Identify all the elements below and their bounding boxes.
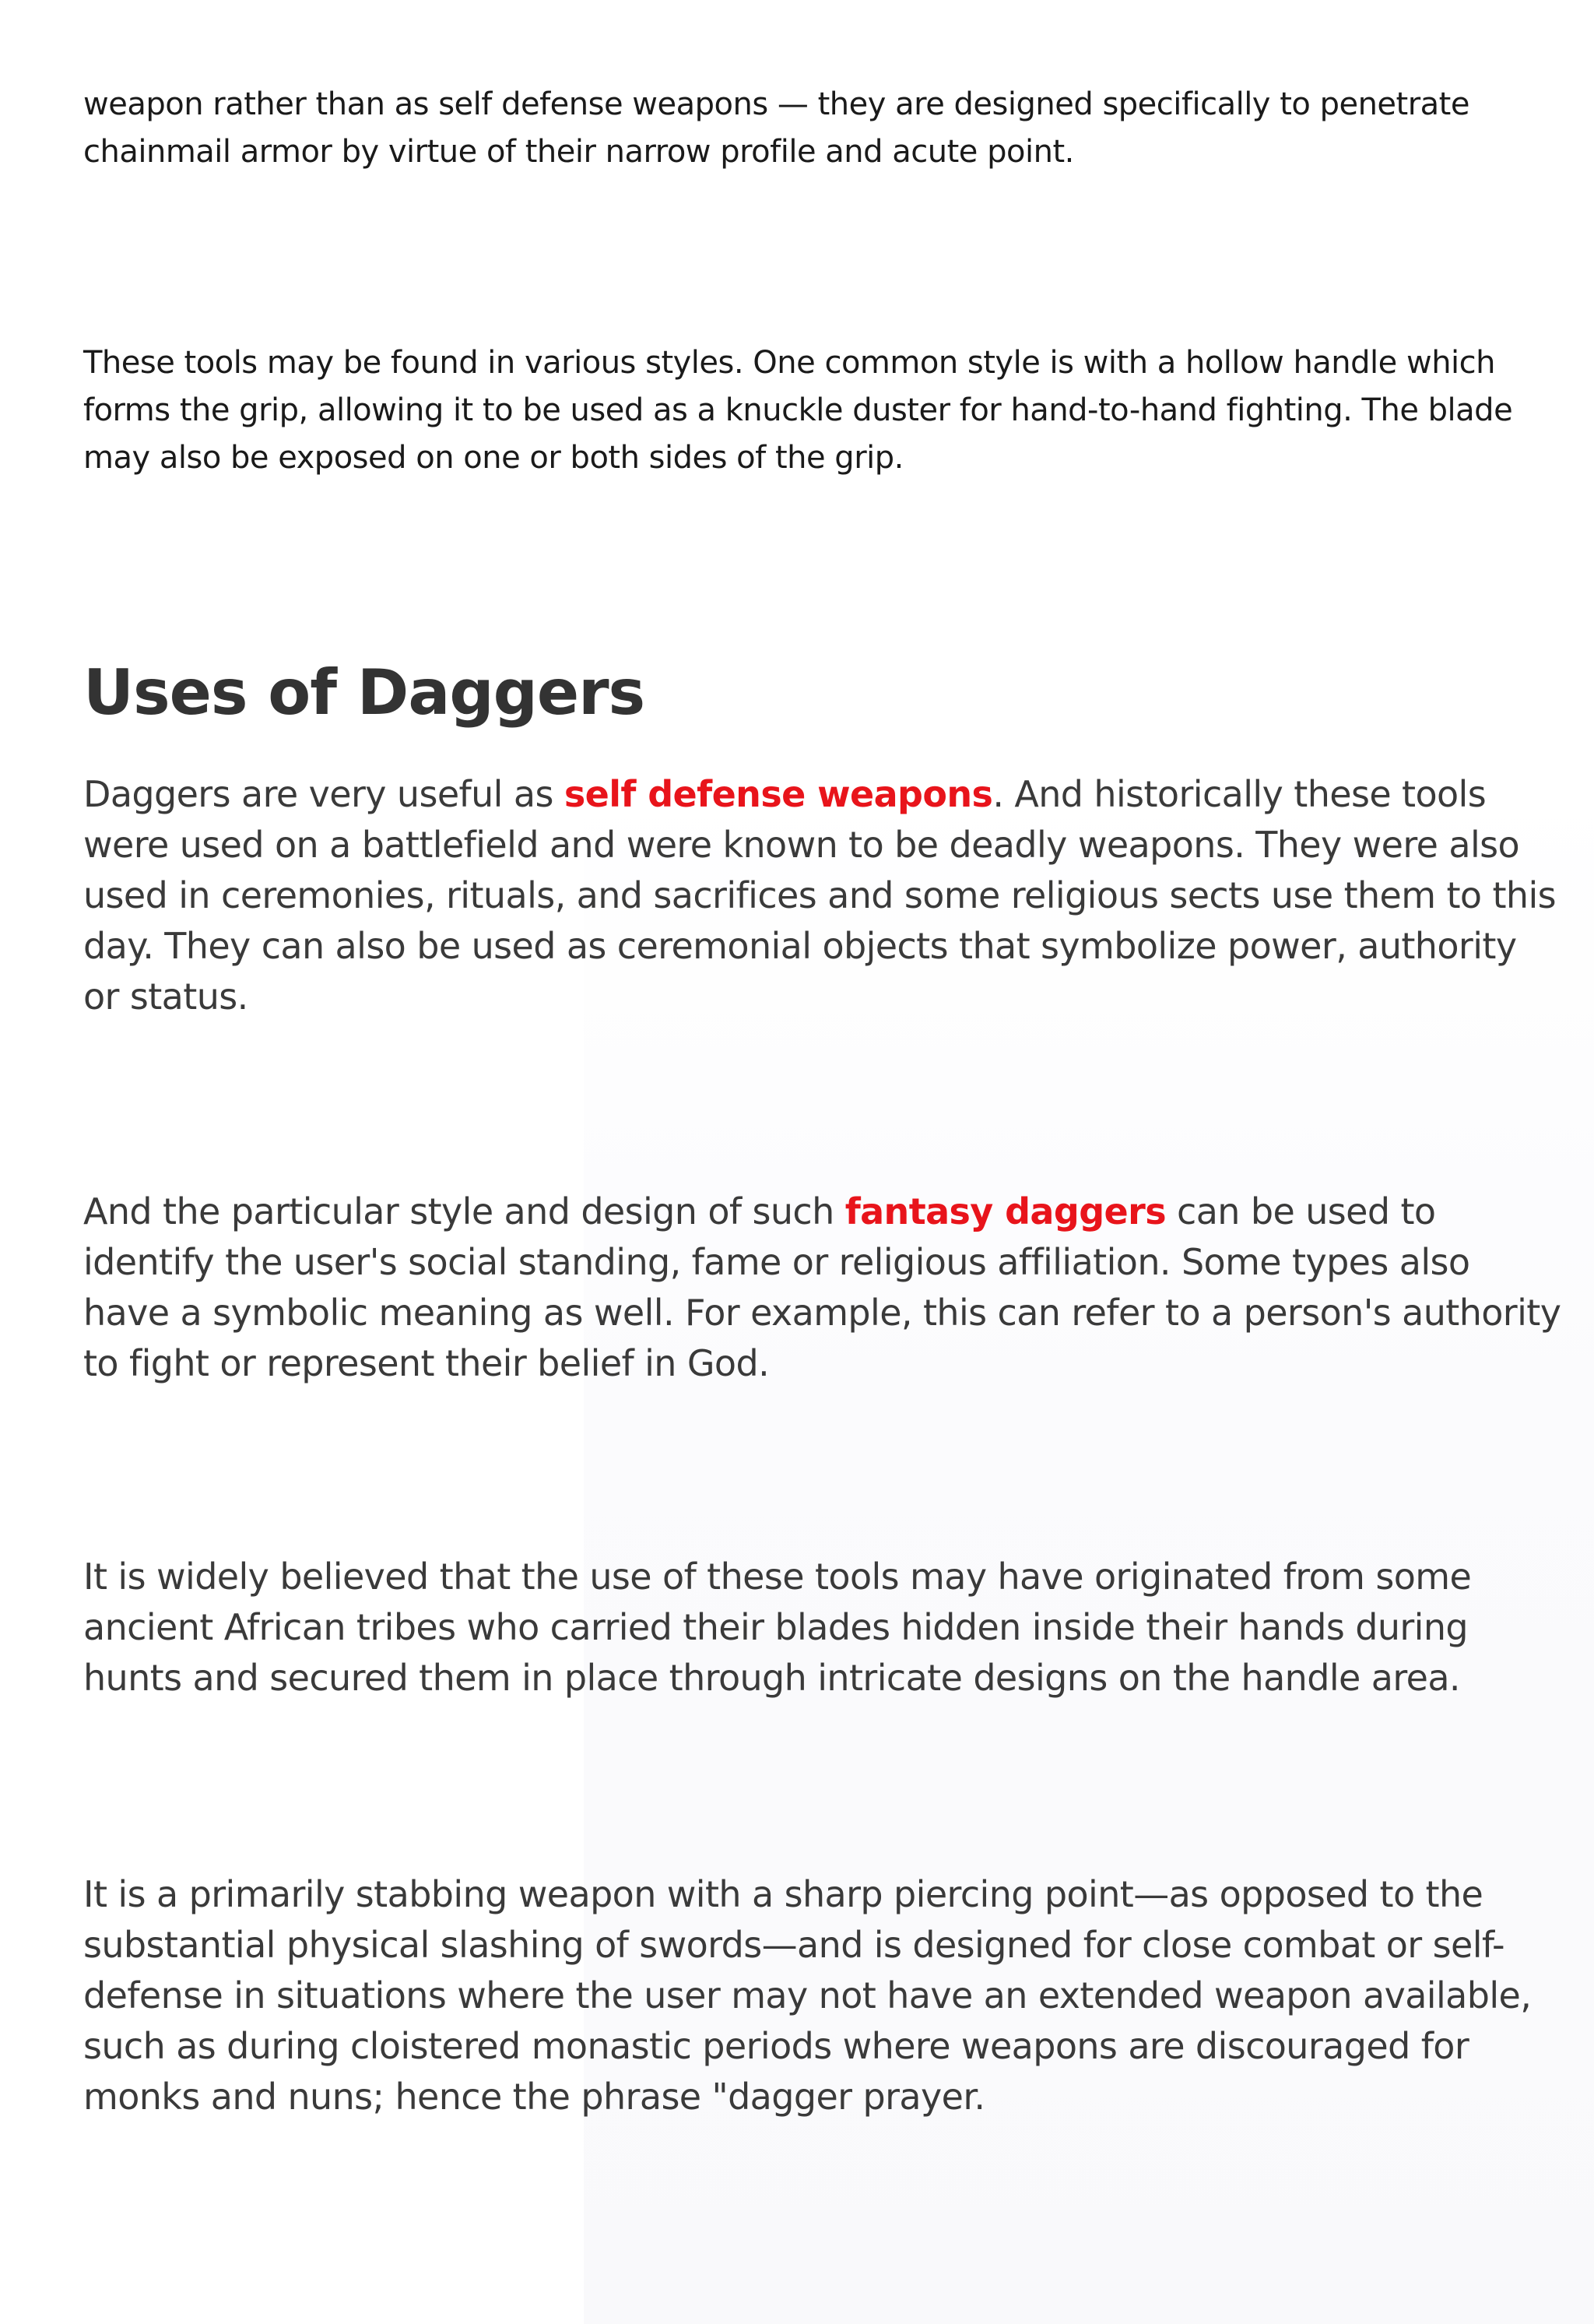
paragraph-text: . And historically these tools were used on a battlefield and were known to be deadly weapons. They were also used in ceremonies, rituals, and sacrifices and some religious sects use them to this day. They can also be used as ceremonial objects that symbolize power, authority or status. <box>83 773 1557 1018</box>
paragraph-text: And the particular style and design of such <box>83 1190 845 1232</box>
section-paragraph-2 <box>83 1187 1562 1389</box>
fantasy-daggers-link[interactable]: fantasy daggers <box>844 1190 1166 1232</box>
self-defense-weapons-link[interactable]: self defense weapons <box>564 773 993 815</box>
section-paragraph-3: It is widely believed that the use of these tools may have originated from some ancient African tribes who carried their blades hidden inside their hands during hunts and secured them in place through intricate designs on the handle area. <box>83 1556 1472 1699</box>
intro-paragraph-2: These tools may be found in various styles. One common style is with a hollow handle which forms the grip, allowing it to be used as a knuckle duster for hand-to-hand fighting. The blade may also be exposed on one or both sides of the grip. <box>83 345 1513 476</box>
section-paragraph-4: It is a primarily stabbing weapon with a sharp piercing point—as opposed to the substantial physical slashing of swords—and is designed for close combat or self-defense in situations where the user may not have an extended weapon available, such as during cloistered monastic periods where weapons are discouraged for monks and nuns; hence the phrase "dagger prayer. <box>83 1873 1532 2118</box>
section-heading: Uses of Daggers <box>83 656 645 729</box>
paragraph-text: Daggers are very useful as <box>83 773 564 815</box>
intro-paragraph-1: weapon rather than as self defense weapons — they are designed specifically to penetrate chainmail armor by virtue of their narrow profile and acute point. <box>83 86 1469 170</box>
paragraph-text: can be used to identify the user's social standing, fame or religious affiliation. Some types also have a symbolic meaning as well. For example, this can refer to a person's authority to fight or represent their belief in God. <box>83 1190 1561 1384</box>
section-paragraph-1 <box>83 769 1562 1022</box>
